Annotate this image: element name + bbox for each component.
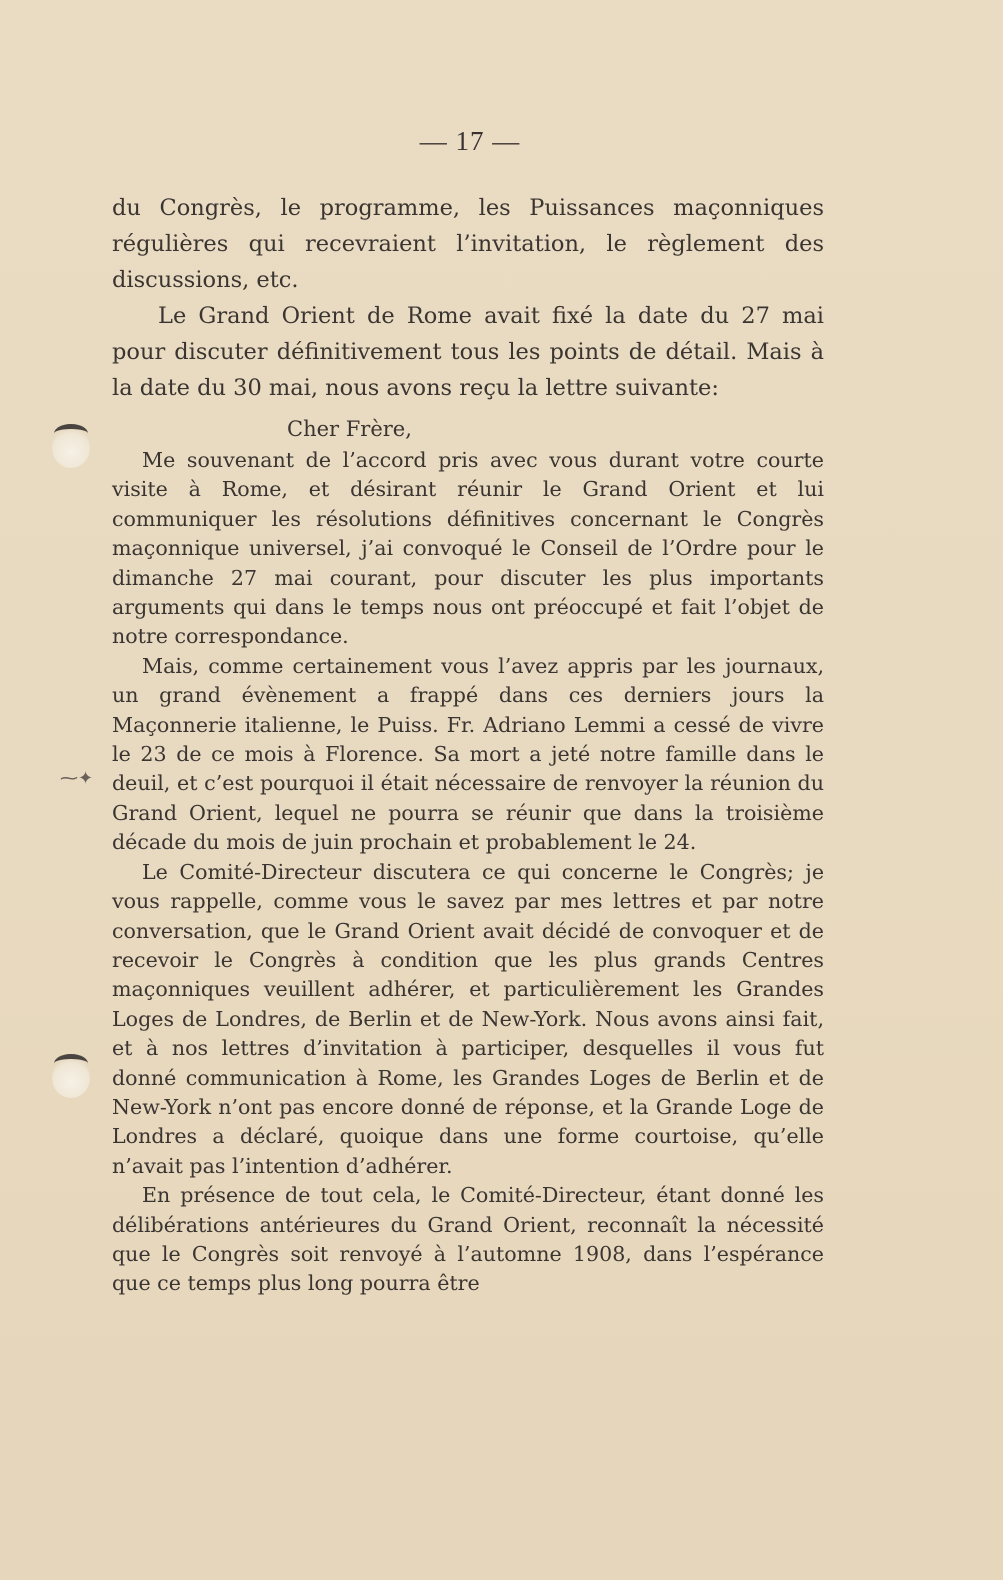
letter-paragraph: En présence de tout cela, le Comité-Directeur, étant donné les délibérations antérieures du Grand Orient, reconnaît la nécessité que le Congrès soit renvoyé à l’automne 1908, dans l’espérance que ce temps plus long pourra être bbox=[112, 1183, 824, 1296]
paragraph: du Congrès, le programme, les Puissances maçonniques régulières qui recevraient l’invitation, le règlement des discussions, etc. bbox=[112, 195, 824, 293]
page-number: — 17 — bbox=[419, 126, 521, 156]
punch-hole-mark: ⁓✦ bbox=[60, 768, 94, 789]
paragraph: Le Grand Orient de Rome avait fixé la date du 27 mai pour discuter définitivement tous les points de détail. Mais à la date du 30 mai, nous avons reçu la lettre suivante: bbox=[112, 303, 824, 401]
page-body bbox=[112, 190, 824, 1299]
letter-paragraph: Le Comité-Directeur discutera ce qui concerne le Congrès; je vous rappelle, comme vous le savez par mes lettres et par notre conversation, que le Grand Orient avait décidé de convoquer et de recevoir le Congrès à condition que les plus grands Centres maçonniques veuillent adhérer, et particulièrement les Grandes Loges de Londres, de Berlin et de New-York. Nous avons ainsi fait, et à nos lettres d’invitation à participer, desquelles il vous fut donné communication à Rome, les Grandes Loges de Berlin et de New-York n’ont pas encore donné de réponse, et la Grande Loge de Londres a déclaré, quoique dans une forme courtoise, qu’elle n’avait pas l’intention d’adhérer. bbox=[112, 859, 824, 1178]
letter-greeting: Cher Frère, bbox=[287, 417, 412, 441]
punch-hole bbox=[52, 428, 90, 468]
letter-paragraph: Mais, comme certainement vous l’avez appris par les journaux, un grand évènement a frappé dans ces derniers jours la Maçonnerie italienne, le Puiss. Fr. Adriano Lemmi a cessé de vivre le 23 de ce mois à Florence. Sa mort a jeté notre famille dans le deuil, et c’est pourquoi il était nécessaire de renvoyer la réunion du Grand Orient, lequel ne pourra se réunir que dans la troisième décade du mois de juin prochain et probablement le 24. bbox=[112, 653, 824, 855]
quoted-letter bbox=[112, 412, 824, 1299]
punch-hole bbox=[52, 1058, 90, 1098]
letter-paragraph: Me souvenant de l’accord pris avec vous durant votre courte visite à Rome, et désirant réunir le Grand Orient et lui communiquer les résolutions définitives concernant le Congrès maçonnique universel, j’ai convoqué le Conseil de l’Ordre pour le dimanche 27 mai courant, pour discuter les plus importants arguments qui dans le temps nous ont préoccupé et fait l’objet de notre correspondance. bbox=[112, 448, 824, 649]
